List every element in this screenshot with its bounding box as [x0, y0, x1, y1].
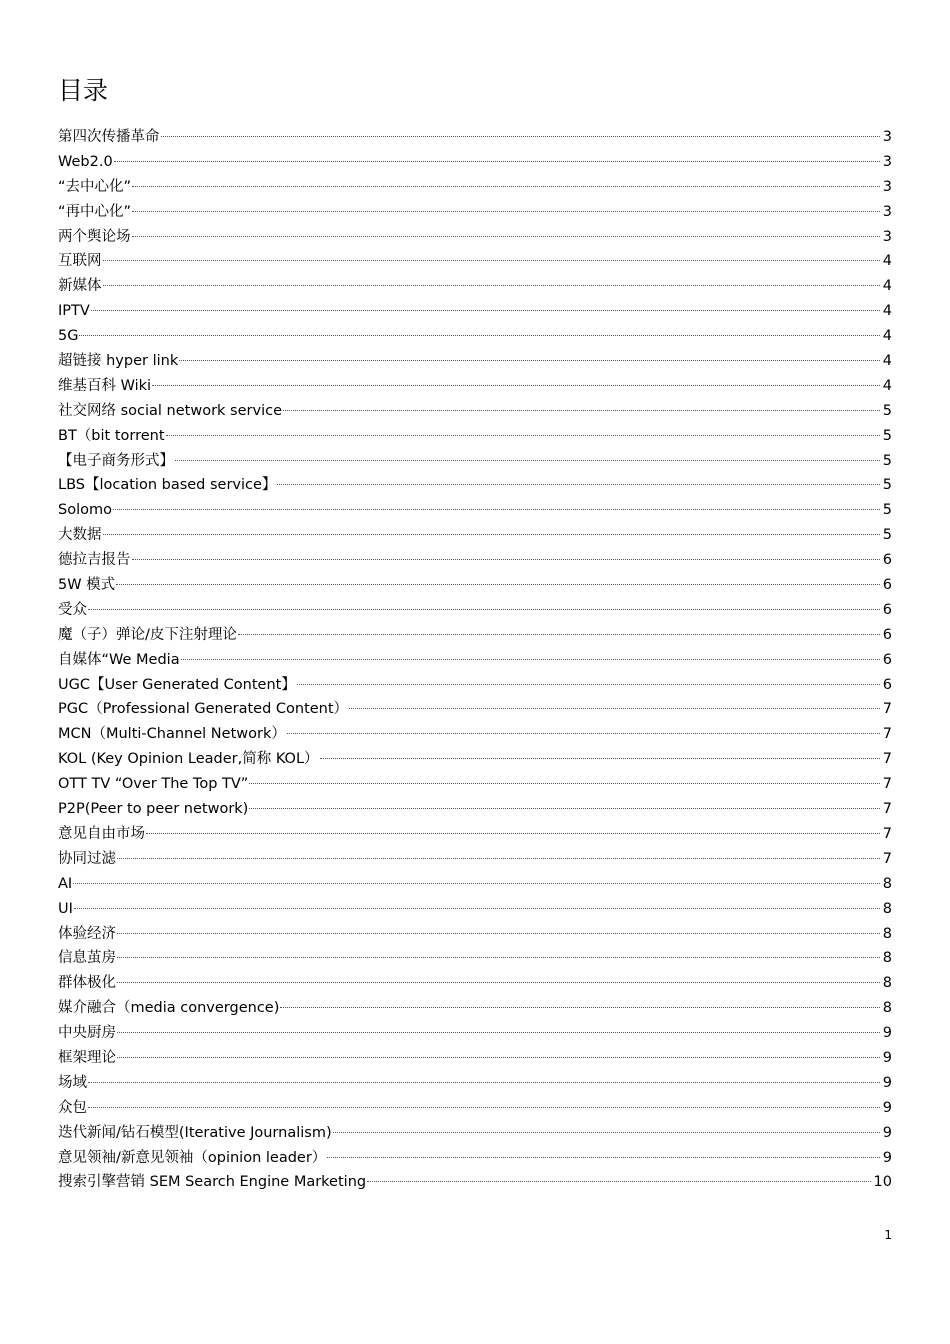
toc-entry-text[interactable]: 两个舆论场 [58, 228, 131, 245]
toc-entry-page[interactable]: 3 [882, 153, 892, 170]
toc-entry-text[interactable]: 超链接 hyper link [58, 353, 179, 370]
toc-entry-text[interactable]: 意见领袖/新意见领袖（opinion leader） [58, 1149, 327, 1166]
toc-dot-leader [132, 211, 880, 212]
toc-entry-text[interactable]: 场域 [58, 1074, 87, 1091]
toc-entry[interactable] [58, 996, 892, 1021]
toc-entry-text[interactable]: 自媒体“We Media [58, 651, 180, 668]
toc-entry[interactable] [58, 125, 892, 150]
toc-entry-page[interactable]: 9 [882, 1124, 892, 1141]
toc-dot-leader [327, 1157, 879, 1158]
toc-dot-leader [152, 385, 880, 386]
toc-entry-text[interactable]: 意见自由市场 [58, 825, 145, 842]
toc-entry-text[interactable]: 中央厨房 [58, 1025, 116, 1042]
toc-entry-text[interactable]: 社交网络 social network service [58, 402, 282, 419]
toc-dot-leader [117, 1032, 880, 1033]
toc-entry-text[interactable]: 群体极化 [58, 975, 116, 992]
toc-dot-leader [74, 908, 880, 909]
toc-entry-page[interactable]: 8 [882, 950, 892, 967]
toc-entry[interactable] [58, 772, 892, 797]
toc-entry-text[interactable]: BT（bit torrent [58, 427, 165, 444]
toc-entry-text[interactable]: LBS【location based service】 [58, 477, 277, 494]
toc-dot-leader [166, 435, 880, 436]
toc-dot-leader [287, 733, 880, 734]
toc-entry-page[interactable]: 3 [882, 228, 892, 245]
toc-entry-text[interactable]: P2P(Peer to peer network) [58, 801, 249, 818]
toc-dot-leader [117, 933, 880, 934]
toc-entry-text[interactable]: “去中心化” [58, 178, 132, 195]
toc-entry-page[interactable]: 8 [882, 875, 892, 892]
toc-entry[interactable] [58, 1021, 892, 1046]
toc-entry[interactable] [58, 922, 892, 947]
toc-entry[interactable] [58, 1071, 892, 1096]
toc-dot-leader [117, 1057, 880, 1058]
toc-entry-page[interactable]: 4 [882, 278, 892, 295]
toc-entry-page[interactable]: 5 [882, 477, 892, 494]
toc-entry-text[interactable]: Web2.0 [58, 153, 113, 170]
toc-entry-text[interactable]: 德拉吉报告 [58, 552, 131, 569]
toc-entry[interactable] [58, 872, 892, 897]
page-number: 1 [884, 1228, 892, 1242]
toc-entry-page[interactable]: 3 [882, 203, 892, 220]
toc-entry[interactable] [58, 424, 892, 449]
toc-entry-text[interactable]: 互联网 [58, 253, 102, 270]
toc-entry[interactable] [58, 473, 892, 498]
toc-entry[interactable] [58, 573, 892, 598]
toc-dot-leader [117, 957, 880, 958]
toc-entry-text[interactable]: 受众 [58, 601, 87, 618]
toc-entry-text[interactable]: Solomo [58, 502, 112, 519]
toc-dot-leader [88, 1107, 880, 1108]
toc-dot-leader [113, 509, 880, 510]
toc-entry-page[interactable]: 7 [882, 850, 892, 867]
toc-entry-text[interactable]: 第四次传播革命 [58, 129, 160, 145]
toc-entry-page[interactable]: 4 [882, 353, 892, 370]
toc-entry-page[interactable]: 6 [882, 626, 892, 643]
toc-dot-leader [367, 1181, 870, 1182]
toc-dot-leader [103, 285, 880, 286]
toc-entry-page[interactable]: 7 [882, 751, 892, 768]
toc-entry[interactable] [58, 150, 892, 175]
toc-dot-leader [132, 186, 880, 187]
toc-dot-leader [277, 484, 879, 485]
toc-entry[interactable] [58, 1121, 892, 1146]
toc-entry[interactable] [58, 747, 892, 772]
toc-entry-text[interactable]: KOL (Key Opinion Leader,简称 KOL） [58, 751, 319, 768]
toc-entry-text[interactable]: UI [58, 900, 73, 917]
toc-entry-page[interactable]: 6 [882, 676, 892, 693]
toc-entry-page[interactable]: 10 [873, 1174, 892, 1191]
toc-entry[interactable] [58, 797, 892, 822]
toc-entry[interactable] [58, 175, 892, 200]
toc-entry-text[interactable]: IPTV [58, 303, 90, 320]
toc-entry-page[interactable]: 8 [882, 975, 892, 992]
toc-entry[interactable] [58, 523, 892, 548]
toc-dot-leader [117, 982, 880, 983]
toc-dot-leader [349, 708, 880, 709]
toc-entry-page[interactable]: 9 [882, 1149, 892, 1166]
toc-entry[interactable] [58, 349, 892, 374]
toc-entry[interactable] [58, 1046, 892, 1071]
toc-dot-leader [161, 136, 880, 137]
toc-entry-text[interactable]: 体验经济 [58, 925, 116, 942]
toc-entry[interactable] [58, 598, 892, 623]
toc-entry-text[interactable]: 框架理论 [58, 1049, 116, 1066]
toc-entry-page[interactable]: 7 [882, 776, 892, 793]
toc-entry-page[interactable]: 5 [882, 527, 892, 544]
toc-entry-page[interactable]: 4 [882, 303, 892, 320]
toc-dot-leader [132, 236, 880, 237]
toc-entry-text[interactable]: MCN（Multi-Channel Network） [58, 726, 286, 743]
toc-entry-text[interactable]: 信息茧房 [58, 950, 116, 967]
toc-entry-page[interactable]: 4 [882, 328, 892, 345]
toc-entry[interactable] [58, 299, 892, 324]
toc-entry[interactable] [58, 225, 892, 250]
toc-entry[interactable] [58, 697, 892, 722]
toc-entry-text[interactable]: 【电子商务形式】 [58, 452, 174, 469]
toc-dot-leader [320, 758, 880, 759]
toc-entry-text[interactable]: 大数据 [58, 527, 102, 544]
toc-entry[interactable] [58, 200, 892, 225]
toc-entry[interactable] [58, 897, 892, 922]
toc-entry[interactable] [58, 1096, 892, 1121]
toc-entry[interactable] [58, 847, 892, 872]
toc-dot-leader [103, 534, 880, 535]
toc-dot-leader [175, 460, 880, 461]
toc-entry-page[interactable]: 8 [882, 925, 892, 942]
toc-dot-leader [117, 858, 880, 859]
toc-entry-text[interactable]: 5G [58, 328, 79, 345]
toc-entry-page[interactable]: 7 [882, 701, 892, 718]
toc-dot-leader [181, 659, 880, 660]
toc-entry-text[interactable]: 5W 模式 [58, 577, 116, 594]
toc-entry[interactable] [58, 971, 892, 996]
toc-dot-leader [249, 783, 879, 784]
toc-entry-page[interactable]: 9 [882, 1049, 892, 1066]
toc-entry-text[interactable]: 新媒体 [58, 278, 102, 295]
toc-entry[interactable] [58, 324, 892, 349]
toc-title: 目录 [58, 76, 109, 105]
toc-entry[interactable] [58, 673, 892, 698]
toc-dot-leader [91, 310, 880, 311]
toc-entry-page[interactable]: 5 [882, 452, 892, 469]
toc-entry-text[interactable]: 搜索引擎营销 SEM Search Engine Marketing [58, 1174, 367, 1191]
toc-dot-leader [103, 260, 880, 261]
toc-entry-page[interactable]: 8 [882, 1000, 892, 1017]
toc-dot-leader [280, 1007, 879, 1008]
toc-entry-page[interactable]: 9 [882, 1025, 892, 1042]
toc-entry-page[interactable]: 6 [882, 601, 892, 618]
toc-entry-page[interactable]: 5 [882, 427, 892, 444]
toc-entry[interactable] [58, 498, 892, 523]
toc-dot-leader [283, 410, 880, 411]
toc-entry[interactable] [58, 399, 892, 424]
toc-dot-leader [79, 335, 879, 336]
toc-dot-leader [132, 559, 880, 560]
toc-list [58, 125, 892, 1195]
toc-entry[interactable] [58, 722, 892, 747]
toc-entry-page[interactable]: 6 [882, 552, 892, 569]
toc-dot-leader [114, 161, 880, 162]
toc-entry-text[interactable]: 维基百科 Wiki [58, 377, 152, 394]
toc-entry-text[interactable]: 协同过滤 [58, 850, 116, 867]
toc-entry[interactable] [58, 1170, 892, 1195]
toc-entry[interactable] [58, 648, 892, 673]
toc-entry-page[interactable]: 5 [882, 402, 892, 419]
toc-dot-leader [88, 1082, 880, 1083]
toc-dot-leader [179, 360, 880, 361]
toc-entry[interactable] [58, 249, 892, 274]
toc-entry-page[interactable]: 3 [882, 129, 892, 145]
toc-entry-page[interactable]: 6 [882, 651, 892, 668]
toc-entry-page[interactable]: 5 [882, 502, 892, 519]
toc-entry[interactable] [58, 1146, 892, 1171]
toc-entry-page[interactable]: 9 [882, 1099, 892, 1116]
toc-entry-text[interactable]: PGC（Professional Generated Content） [58, 701, 349, 718]
toc-entry[interactable] [58, 548, 892, 573]
toc-entry[interactable] [58, 449, 892, 474]
toc-entry-text[interactable]: 魔（子）弹论/皮下注射理论 [58, 626, 237, 643]
toc-entry-page[interactable]: 8 [882, 900, 892, 917]
toc-entry-text[interactable]: UGC【User Generated Content】 [58, 676, 296, 693]
toc-entry-page[interactable]: 7 [882, 726, 892, 743]
toc-entry[interactable] [58, 822, 892, 847]
toc-dot-leader [249, 808, 879, 809]
toc-entry[interactable] [58, 946, 892, 971]
toc-entry-page[interactable]: 7 [882, 801, 892, 818]
toc-entry-page[interactable]: 3 [882, 178, 892, 195]
toc-entry[interactable] [58, 623, 892, 648]
toc-entry-text[interactable]: 媒介融合（media convergence) [58, 1000, 280, 1017]
toc-entry-text[interactable]: 众包 [58, 1099, 87, 1116]
toc-entry-text[interactable]: 迭代新闻/钻石模型(Iterative Journalism) [58, 1124, 332, 1141]
toc-dot-leader [333, 1132, 880, 1133]
toc-entry-page[interactable]: 4 [882, 377, 892, 394]
toc-entry-text[interactable]: OTT TV “Over The Top TV” [58, 776, 249, 793]
toc-entry-text[interactable]: “再中心化” [58, 203, 132, 220]
toc-dot-leader [146, 833, 880, 834]
toc-entry-page[interactable]: 6 [882, 577, 892, 594]
toc-entry-page[interactable]: 4 [882, 253, 892, 270]
toc-dot-leader [238, 634, 880, 635]
toc-entry[interactable] [58, 374, 892, 399]
toc-entry-page[interactable]: 9 [882, 1074, 892, 1091]
toc-entry[interactable] [58, 274, 892, 299]
toc-entry-page[interactable]: 7 [882, 825, 892, 842]
toc-dot-leader [116, 584, 880, 585]
toc-dot-leader [297, 684, 880, 685]
toc-dot-leader [88, 609, 880, 610]
toc-entry-text[interactable]: AI [58, 875, 73, 892]
toc-dot-leader [73, 883, 880, 884]
